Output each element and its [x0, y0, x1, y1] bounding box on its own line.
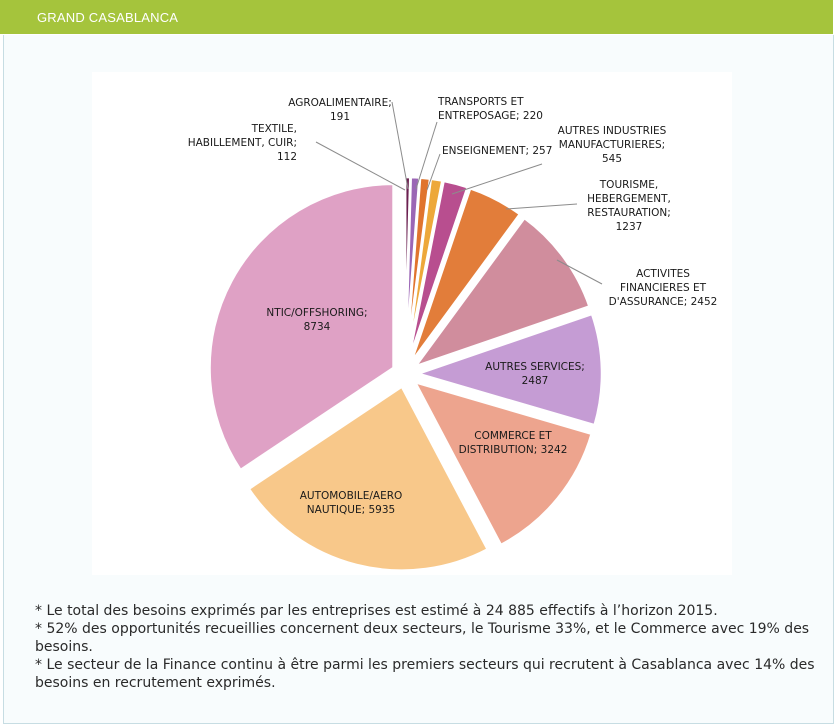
slice-label-line: NTIC/OFFSHORING; [266, 307, 368, 319]
note-total: * Le total des besoins exprimés par les entreprises est estimé à 24 885 effectifs à l’horizon 2015. [35, 603, 718, 619]
slice-label-agroalimentaire [288, 97, 392, 123]
slice-label-line: FINANCIERES ET [619, 282, 707, 294]
slice-label-line: 191 [329, 111, 351, 123]
leader-line-autres-industries [452, 164, 542, 194]
leader-line-textile [316, 142, 405, 190]
slice-label-line: TOURISME, [599, 179, 659, 191]
slice-label-line: HABILLEMENT, CUIR; [187, 137, 297, 149]
slice-label-line: D'ASSURANCE; 2452 [608, 296, 718, 308]
slice-label-line: 8734 [303, 321, 331, 333]
slice-label-line: TRANSPORTS ET [438, 96, 524, 108]
note-sectors: * 52% des opportunités recueillies concernent deux secteurs, le Tourisme 33%, et le Commerce avec 19% des besoins. [35, 621, 810, 655]
slice-label-line: AGROALIMENTAIRE; [288, 97, 392, 109]
slice-label-line: 1237 [615, 221, 643, 233]
slice-label-line: 112 [276, 151, 297, 163]
slice-label-line: 545 [601, 153, 623, 165]
pie-chart-area [92, 72, 732, 575]
slice-label-line: 2487 [521, 375, 549, 387]
leader-line-agroalimentaire [392, 102, 408, 189]
note-finance: * Le secteur de la Finance continu à être parmi les premiers secteurs qui recrutent à Casablanca avec 14% des besoins en recrutement exprimés. [35, 657, 815, 691]
notes [35, 602, 825, 692]
slice-label-line: ACTIVITES [636, 268, 690, 280]
slice-label-activites-financieres [609, 268, 718, 308]
slice-label-line: NAUTIQUE; 5935 [306, 504, 396, 516]
slice-label-line: TEXTILE, [251, 123, 297, 135]
slice-label-transports [437, 96, 543, 122]
slice-label-tourisme [587, 179, 671, 233]
slice-label-textile [188, 123, 297, 163]
slice-label-line: HEBERGEMENT, [587, 193, 671, 205]
slice-label-line: DISTRIBUTION; 3242 [458, 444, 568, 456]
slice-label-autres-industries [558, 125, 667, 165]
slice-label-line: MANUFACTURIERES; [558, 139, 666, 151]
slice-label-enseignement [442, 145, 552, 157]
slice-label-line: AUTRES SERVICES; [485, 361, 585, 373]
slice-label-line: ENTREPOSAGE; 220 [438, 110, 543, 122]
slice-label-line: RESTAURATION; [587, 207, 671, 219]
slice-label-line: ENSEIGNEMENT; 257 [442, 145, 553, 157]
leader-line-tourisme [506, 204, 577, 209]
section-title: GRAND CASABLANCA [37, 10, 179, 25]
slice-label-line: AUTOMOBILE/AERO [299, 490, 403, 502]
pie-chart [92, 72, 732, 575]
slice-label-line: AUTRES INDUSTRIES [557, 125, 667, 137]
slice-label-line: COMMERCE ET [474, 430, 552, 442]
section-header [0, 0, 833, 34]
